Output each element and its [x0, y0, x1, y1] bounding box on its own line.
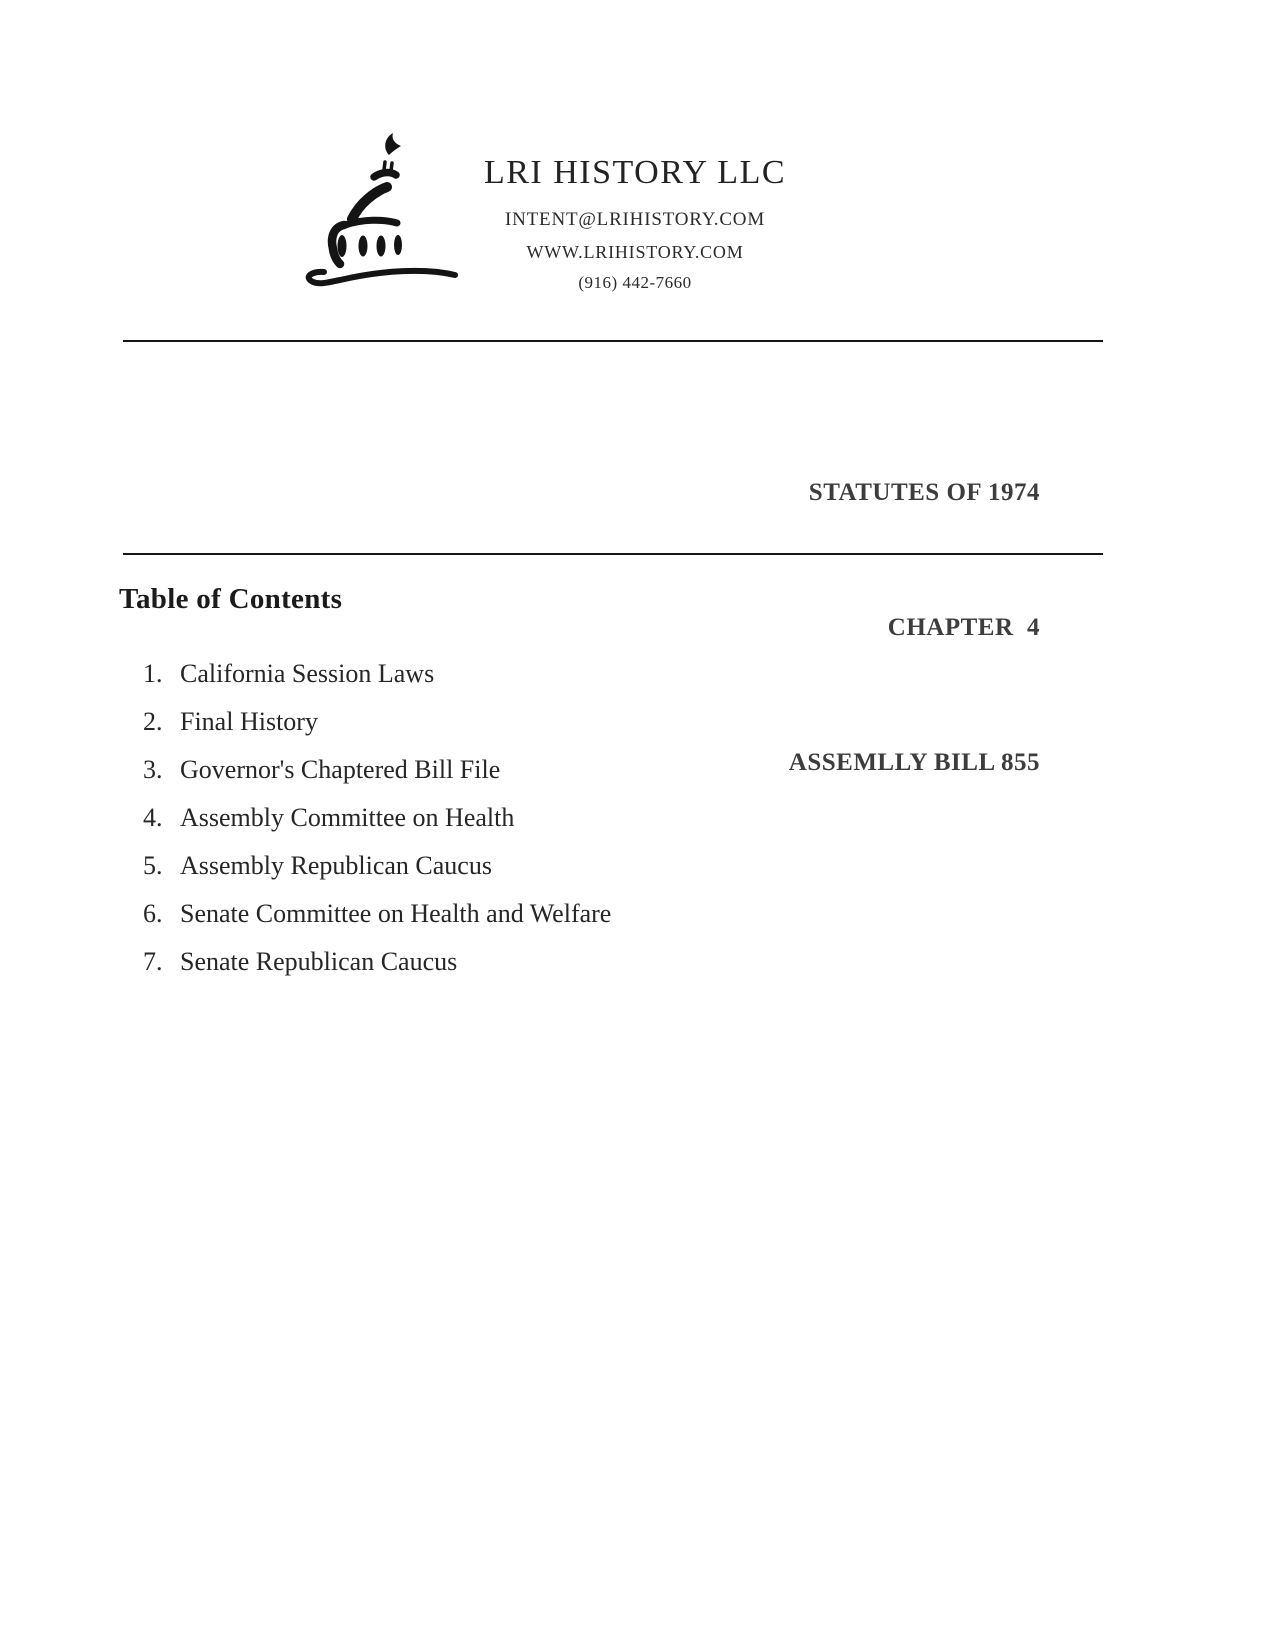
- toc-item-label: Assembly Republican Caucus: [180, 851, 492, 880]
- statutes-line: STATUTES OF 1974: [808, 479, 1040, 506]
- toc-item-number: 5.: [143, 851, 163, 880]
- toc-list: [143, 650, 611, 986]
- statutes-title-block: [789, 380, 1040, 875]
- toc-item-label: Final History: [180, 707, 318, 736]
- toc-item-label: Assembly Committee on Health: [180, 803, 515, 832]
- toc-item-number: 6.: [143, 899, 163, 928]
- toc-item-number: 1.: [143, 659, 163, 688]
- toc-item-label: Senate Committee on Health and Welfare: [180, 899, 612, 928]
- horizontal-rule-top: [123, 340, 1103, 342]
- company-website: WWW.LRIHISTORY.COM: [526, 242, 744, 262]
- company-name: LRI HISTORY LLC: [483, 154, 787, 191]
- toc-item-label: California Session Laws: [180, 659, 435, 688]
- horizontal-rule-middle: [123, 553, 1103, 555]
- company-phone: (916) 442-7660: [578, 273, 692, 292]
- toc-item-number: 3.: [143, 755, 163, 784]
- toc-item-number: 4.: [143, 803, 163, 832]
- toc-item: [143, 890, 611, 938]
- toc-item: [143, 650, 611, 698]
- toc-item-number: 7.: [143, 947, 163, 976]
- chapter-line: CHAPTER 4: [887, 614, 1040, 641]
- toc-item: [143, 794, 611, 842]
- company-email: INTENT@LRIHISTORY.COM: [504, 209, 766, 230]
- toc-item-number: 2.: [143, 707, 163, 736]
- letterhead-contact-block: [455, 156, 815, 291]
- toc-item-label: Governor's Chaptered Bill File: [180, 755, 501, 784]
- capitol-dome-logo-icon: [288, 123, 470, 295]
- toc-item: [143, 698, 611, 746]
- toc-item: [143, 842, 611, 890]
- toc-item-label: Senate Republican Caucus: [180, 947, 458, 976]
- toc-item: [143, 746, 611, 794]
- assembly-bill-line: ASSEMLLY BILL 855: [788, 749, 1040, 776]
- toc-item: [143, 938, 611, 986]
- toc-heading: Table of Contents: [119, 583, 343, 615]
